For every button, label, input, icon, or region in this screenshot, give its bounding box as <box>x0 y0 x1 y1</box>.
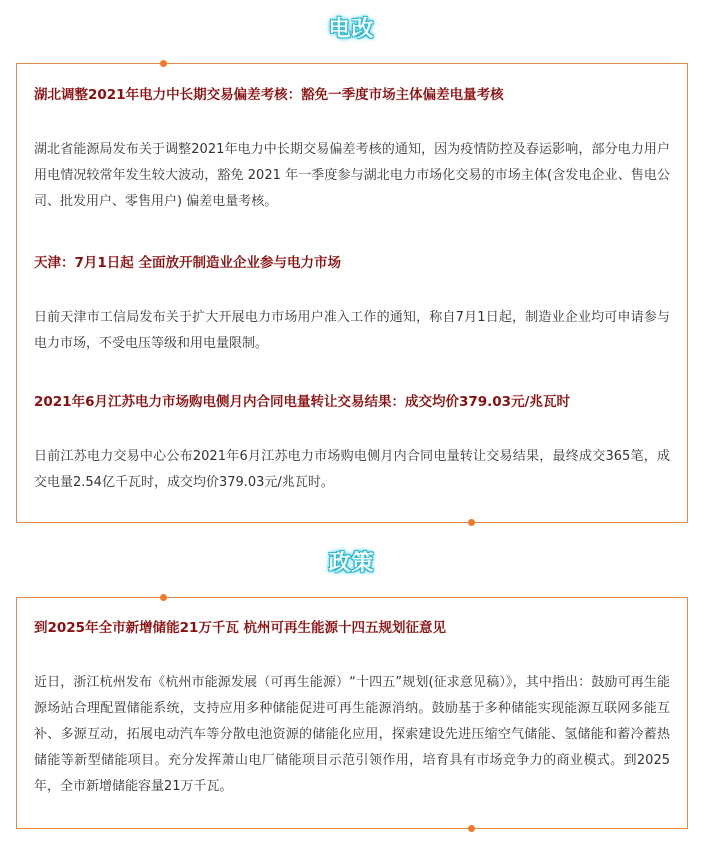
section-heading-electricity-reform: 电改 <box>328 17 375 42</box>
top-dot-icon <box>160 594 167 601</box>
box-bottom-border <box>16 828 688 829</box>
news-title: 2021年6月江苏电力市场购电侧月内合同电量转让交易结果：成交均价379.03元/兆瓦时 <box>34 394 570 410</box>
news-body: 湖北省能源局发布关于调整2021年电力中长期交易偏差考核的通知，因为疫情防控及春运影响，部分电力用户用电情况较常年发生较大波动，豁免 2021 年一季度参与湖北电力市场化交易的市场主体(含发电企业、售电公司、批发用户、零售用户) 偏差电量考核。 <box>34 142 670 209</box>
box-right-border <box>687 597 688 829</box>
box-bottom-border <box>16 522 688 523</box>
news-body-container <box>34 444 670 496</box>
news-body: 日前天津市工信局发布关于扩大开展电力市场用户准入工作的通知，称自7月1日起，制造业企业均可申请参与电力市场，不受电压等级和用电量限制。 <box>34 310 670 351</box>
box-top-border <box>16 63 688 64</box>
news-item <box>34 618 670 638</box>
box-left-border <box>16 597 17 829</box>
section-box-policy <box>16 597 688 829</box>
news-body-container <box>34 305 670 357</box>
news-body: 近日，浙江杭州发布《杭州市能源发展（可再生能源）“十四五”规划(征求意见稿）》，其中指出：鼓励可再生能源场站合理配置储能系统，支持应用多种储能促进可再生能源消纳。鼓励基于多种储能实现能源互联网多能互补、多源互动，拓展电动汽车等分散电池资源的储能化应用，探索建设先进压缩空气储能、氢储能和蓄冷蓄热储能等新型储能项目。充分发挥萧山电厂储能项目示范引领作用，培育具有市场竞争力的商业模式。到2025年，全市新增储能容量21万千瓦。 <box>34 675 670 794</box>
news-title: 天津：7月1日起 全面放开制造业企业参与电力市场 <box>34 255 341 271</box>
box-top-border <box>16 597 688 598</box>
section-box-electricity-reform <box>16 63 688 523</box>
news-item <box>34 392 670 412</box>
news-item <box>34 253 670 273</box>
news-title: 湖北调整2021年电力中长期交易偏差考核：豁免一季度市场主体偏差电量考核 <box>34 87 504 103</box>
top-dot-icon <box>160 60 167 67</box>
bottom-dot-icon <box>468 825 475 832</box>
news-title: 到2025年全市新增储能21万千瓦 杭州可再生能源十四五规划征意见 <box>34 620 447 636</box>
section-heading-policy: 政策 <box>328 551 375 576</box>
box-right-border <box>687 63 688 523</box>
news-item <box>34 85 670 105</box>
news-body: 日前江苏电力交易中心公布2021年6月江苏电力市场购电侧月内合同电量转让交易结果，最终成交365笔，成交电量2.54亿千瓦时，成交均价379.03元/兆瓦时。 <box>34 449 670 490</box>
box-left-border <box>16 63 17 523</box>
news-body-container <box>34 670 670 800</box>
news-body-container <box>34 137 670 215</box>
bottom-dot-icon <box>468 519 475 526</box>
